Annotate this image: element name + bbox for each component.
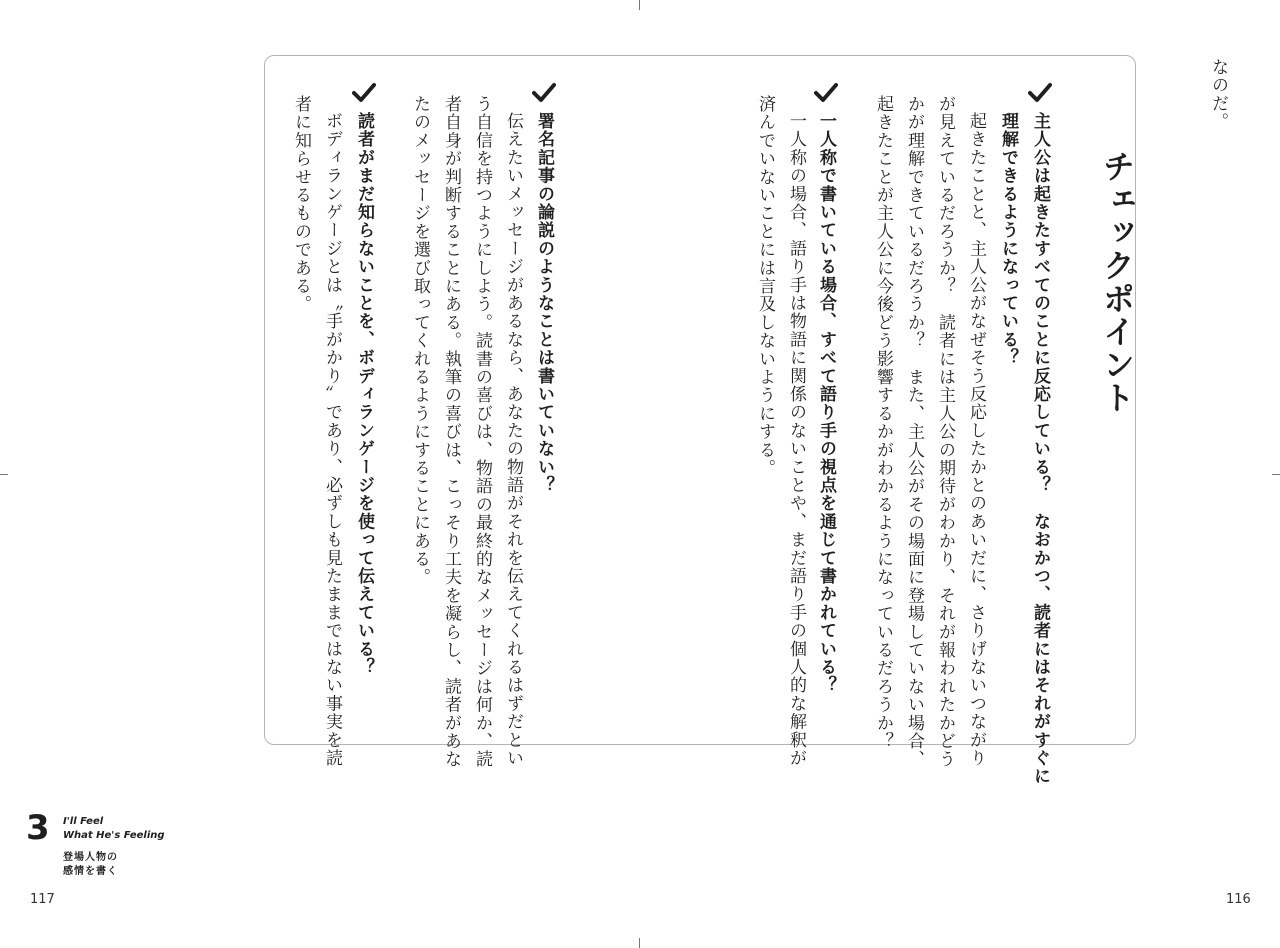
item-3-body-line-3: 者自身が判断することにある。執筆の喜びは、こっそり工夫を凝らし、読者があな [441, 95, 461, 769]
chapter-number: 3 [26, 808, 50, 848]
item-3-body-line-4: たのメッセージを選び取ってくれるようにすることにある。 [410, 95, 430, 587]
item-2-body-line-1: 一人称の場合、語り手は物語に関係のないことや、まだ語り手の個人的な解釈が [786, 112, 806, 768]
chapter-title-jp-line-1: 登場人物の [63, 852, 118, 863]
check-icon [532, 82, 556, 104]
chapter-title-en-line-1: I'll Feel [63, 816, 104, 827]
item-2-heading: 一人称で書いている場合、すべて語り手の視点を通じて書かれている？ [816, 112, 836, 695]
chapter-title-jp-line-2: 感情を書く [63, 866, 118, 877]
chapter-title-en-line-2: What He's Feeling [63, 830, 165, 841]
item-1-body-line-2: が見えているだろうか？ 読者には主人公の期待がわかり、それが報われたかどう [935, 95, 955, 769]
item-1-body-line-1: 起きたことと、主人公がなぜそう反応したかとのあいだに、さりげないつながり [966, 112, 986, 768]
item-1-body-line-4: 起きたことが主人公に今後どう影響するかがわかるようになっているだろうか？ [873, 95, 893, 751]
crop-mark-right [1272, 474, 1280, 475]
item-1-heading-line-2: 理解できるようになっている？ [998, 112, 1018, 367]
item-2-body-line-2: 済んでいないことには言及しないようにする。 [755, 95, 775, 478]
item-4-body-line-1: ボディランゲージとは〝手がかり〟であり、必ずしも見たままではない事実を読 [322, 112, 342, 768]
item-3-heading: 署名記事の論説のようなことは書いていない？ [534, 112, 554, 495]
item-3-body-line-2: う自信を持つようにしよう。読書の喜びは、物語の最終的なメッセージは何か、読 [472, 95, 492, 769]
check-icon [352, 82, 376, 104]
item-3-body-line-1: 伝えたいメッセージがあるなら、あなたの物語がそれを伝えてくれるはずだとい [503, 112, 523, 768]
crop-mark-top [639, 0, 640, 10]
item-1-heading-line-1: 主人公は起きたすべてのことに反応している？ なおかつ、読者にはそれがすぐに [1030, 112, 1050, 786]
crop-mark-bottom [639, 938, 640, 948]
check-icon [814, 82, 838, 104]
crop-mark-left [0, 474, 8, 475]
page-number-right: 116 [1226, 892, 1251, 907]
checkpoint-title: チェックポイント [1098, 150, 1136, 414]
continuation-text: なのだ。 [1208, 58, 1228, 131]
item-4-body-line-2: 者に知らせるものである。 [291, 95, 311, 314]
item-1-body-line-3: かが理解できているだろうか？ また、主人公がその場面に登場していない場合、 [904, 95, 924, 769]
item-4-heading: 読者がまだ知らないことを、ボディランゲージを使って伝えている？ [354, 112, 374, 677]
check-icon [1028, 82, 1052, 104]
page-number-left: 117 [30, 892, 55, 907]
